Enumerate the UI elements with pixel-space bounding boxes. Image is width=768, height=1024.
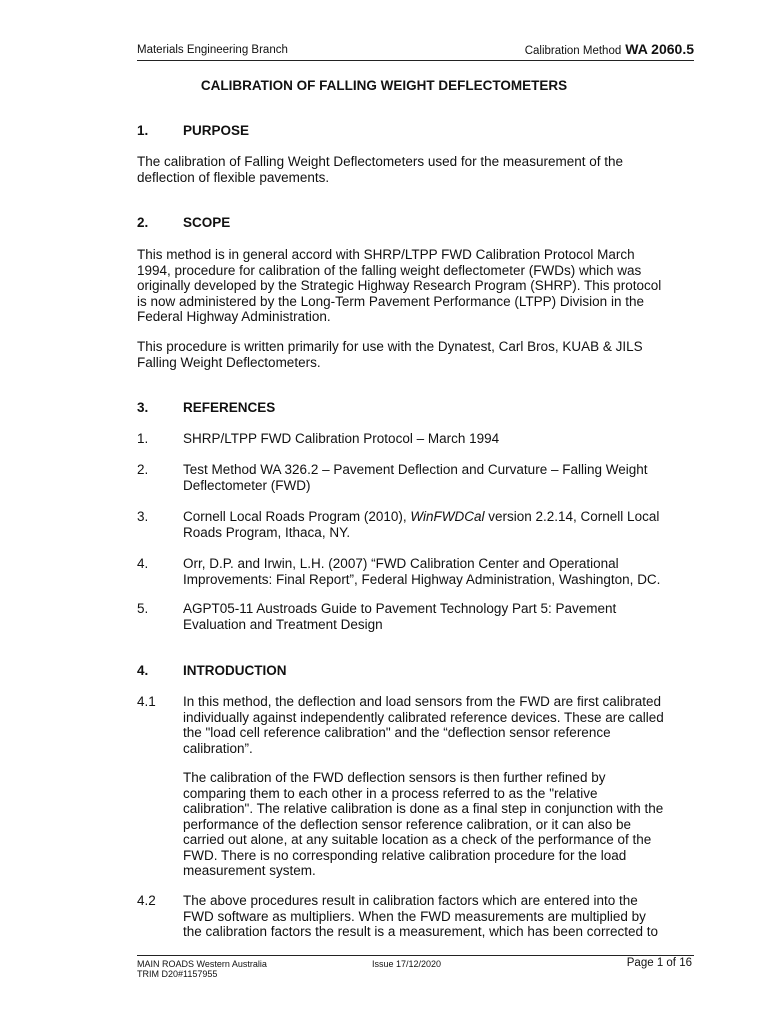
text-line: carried out alone, at any suitable location as a check of the performance of the	[183, 832, 652, 847]
text-line: measurement system.	[183, 863, 316, 878]
document-title: CALIBRATION OF FALLING WEIGHT DEFLECTOMETERS	[200, 78, 568, 93]
text-line: individually against independently calibrated reference devices. These are called	[183, 709, 664, 725]
text-line: AGPT05-11 Austroads Guide to Pavement Technology Part 5: Pavement	[183, 601, 617, 616]
text-line: FWD. There is no corresponding relative calibration procedure for the load	[183, 847, 627, 863]
reference-item	[137, 556, 697, 587]
text-line: Deflectometer (FWD)	[183, 477, 311, 493]
text-line: performance of the deflection sensor reference calibration, or it can also be	[183, 816, 631, 832]
text-line: This procedure is written primarily for use with the Dynatest, Carl Bros, KUAB & JILS	[137, 339, 643, 354]
footer-page-number: Page 1 of 16	[626, 957, 692, 969]
purpose-paragraph	[137, 154, 697, 185]
text-line: Roads Program, Ithaca, NY.	[183, 524, 351, 540]
text-line: Improvements: Final Report”, Federal Highway Administration, Washington, DC.	[183, 571, 661, 587]
heading-text: REFERENCES	[183, 400, 276, 415]
heading-text: INTRODUCTION	[183, 663, 287, 678]
footer-organisation: MAIN ROADS Western Australia	[137, 959, 267, 969]
text-line: Falling Weight Deflectometers.	[137, 354, 321, 370]
reference-number: 4.	[137, 556, 149, 571]
text-run: version 2.2.14, Cornell Local	[484, 509, 660, 524]
text-line: The above procedures result in calibration factors which are entered into the	[183, 893, 638, 908]
text-line: the calibration factors the result is a measurement, which has been corrected to	[183, 924, 658, 939]
page-footer	[137, 955, 694, 979]
text-line: In this method, the deflection and load sensors from the FWD are first calibrated	[183, 694, 661, 709]
reference-item	[137, 431, 697, 447]
footer-issue-date: Issue 17/12/2020	[372, 959, 442, 969]
heading-text: SCOPE	[183, 215, 231, 230]
text-line: Orr, D.P. and Irwin, L.H. (2007) “FWD Calibration Center and Operational	[183, 556, 619, 571]
subsection-number: 4.2	[137, 893, 156, 908]
header-branch: Materials Engineering Branch	[137, 44, 288, 56]
reference-number: 5.	[137, 601, 149, 616]
subsection-4-1-paragraph-2	[137, 770, 697, 879]
text-line: Test Method WA 326.2 – Pavement Deflection and Curvature – Falling Weight	[183, 462, 648, 477]
text-line: calibration". The relative calibration is done as a final step in conjunction with the	[183, 801, 664, 816]
heading-number: 3.	[137, 400, 149, 415]
reference-number: 2.	[137, 462, 149, 477]
text-line: Federal Highway Administration.	[137, 309, 331, 324]
heading-introduction	[137, 663, 287, 678]
heading-number: 2.	[137, 215, 149, 230]
text-line	[183, 509, 697, 525]
text-line: comparing them to each other in a process referred to as the "relative	[183, 785, 598, 801]
reference-item	[137, 462, 697, 493]
text-line: originally developed by the Strategic Highway Research Program (SHRP). This protocol	[137, 278, 662, 293]
subsection-number: 4.1	[137, 694, 156, 709]
header-method	[525, 41, 694, 57]
header-method-prefix: Calibration Method	[524, 45, 622, 57]
text-line: deflection of flexible pavements.	[137, 169, 330, 185]
heading-scope	[137, 215, 230, 230]
reference-number: 3.	[137, 509, 149, 524]
header-method-code: WA 2060.5	[625, 41, 694, 57]
heading-text: PURPOSE	[183, 123, 250, 138]
text-run: Cornell Local Roads Program (2010),	[183, 509, 411, 524]
text-line: The calibration of Falling Weight Deflectometers used for the measurement of the	[137, 154, 623, 169]
heading-purpose	[137, 123, 249, 138]
text-line: Evaluation and Treatment Design	[183, 616, 383, 632]
reference-item	[137, 509, 697, 540]
heading-number: 1.	[137, 123, 149, 138]
heading-references	[137, 400, 275, 415]
text-line: is now administered by the Long-Term Pavement Performance (LTPP) Division in the	[137, 293, 644, 309]
software-name: WinFWDCal	[410, 509, 485, 524]
reference-number: 1.	[137, 431, 149, 446]
footer-trim-number: TRIM D20#1157955	[137, 969, 218, 979]
scope-paragraph-2	[137, 339, 697, 370]
text-line: the "load cell reference calibration" and the “deflection sensor reference	[183, 725, 611, 740]
text-line: This method is in general accord with SHRP/LTPP FWD Calibration Protocol March	[137, 247, 635, 262]
scope-paragraph-1	[137, 247, 697, 325]
text-line: The calibration of the FWD deflection sensors is then further refined by	[183, 770, 606, 785]
text-line: SHRP/LTPP FWD Calibration Protocol – March 1994	[183, 431, 500, 446]
subsection-4-2	[137, 893, 697, 940]
text-line: 1994, procedure for calibration of the falling weight deflectometer (FWDs) which was	[137, 262, 642, 278]
subsection-4-1	[137, 694, 697, 756]
page-header	[137, 40, 694, 61]
heading-number: 4.	[137, 663, 149, 678]
reference-item	[137, 601, 697, 632]
text-line: calibration”.	[183, 740, 253, 756]
text-line: FWD software as multipliers. When the FWD measurements are multiplied by	[183, 908, 646, 924]
